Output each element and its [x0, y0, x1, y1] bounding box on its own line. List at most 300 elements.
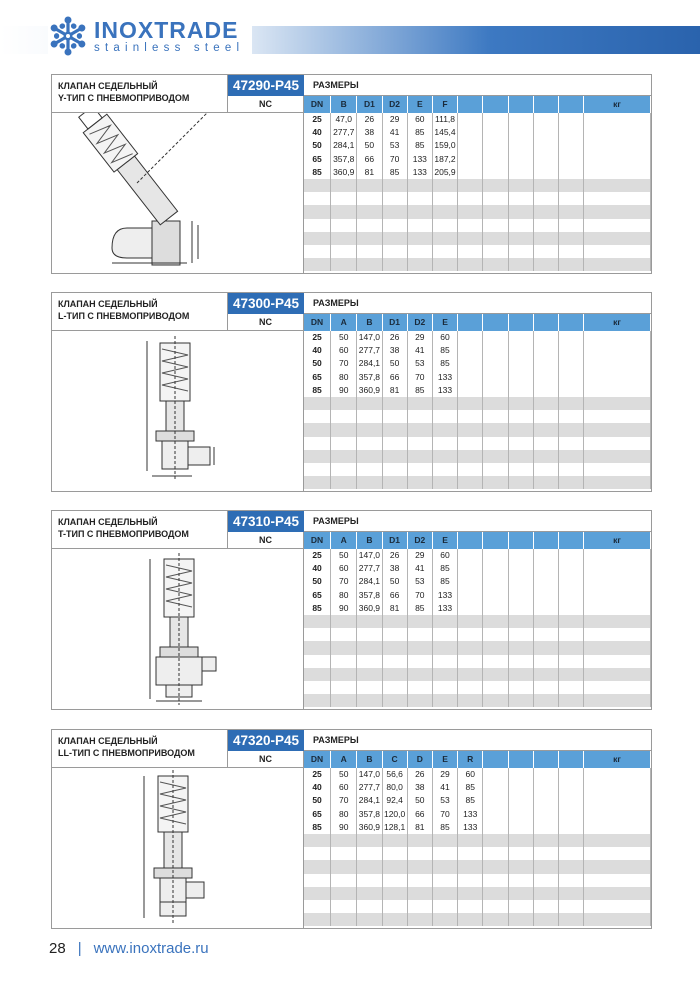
table-cell: 85 [433, 562, 458, 575]
table-cell: 85 [433, 821, 458, 834]
table-cell [357, 232, 382, 245]
table-cell [534, 113, 559, 126]
table-cell [408, 423, 433, 436]
table-cell [584, 615, 651, 628]
product-title-line2: Y-ТИП С ПНЕВМОПРИВОДОМ [58, 93, 190, 103]
table-cell [584, 258, 651, 271]
table-cell [534, 179, 559, 192]
table-cell: 284,1 [357, 575, 382, 588]
table-cell [458, 694, 483, 707]
table-row [304, 423, 651, 436]
table-cell [584, 450, 651, 463]
table-cell: 187,2 [433, 153, 458, 166]
table-cell [559, 887, 584, 900]
table-cell: 90 [331, 384, 357, 397]
table-row [304, 232, 651, 245]
column-header [458, 96, 483, 113]
table-cell: 50 [331, 768, 357, 781]
column-header [458, 314, 483, 331]
table-cell [331, 450, 357, 463]
table-cell [559, 476, 584, 489]
table-cell [559, 808, 584, 821]
table-cell [304, 913, 331, 926]
table-cell [584, 668, 651, 681]
table-cell: 81 [383, 602, 408, 615]
table-cell [304, 205, 331, 218]
table-cell [559, 437, 584, 450]
table-cell [383, 681, 408, 694]
table-cell [483, 410, 508, 423]
table-cell [584, 874, 651, 887]
table-cell: 85 [408, 384, 433, 397]
table-cell [534, 562, 559, 575]
table-cell [433, 694, 458, 707]
table-cell [483, 668, 508, 681]
table-cell [584, 808, 651, 821]
table-cell [483, 913, 508, 926]
table-cell [509, 860, 534, 873]
table-cell [408, 397, 433, 410]
table-cell [458, 615, 483, 628]
column-header [534, 532, 559, 549]
table-cell: 80 [331, 371, 357, 384]
table-cell: 360,9 [357, 602, 382, 615]
website-link[interactable]: www.inoxtrade.ru [93, 940, 209, 957]
table-cell [408, 681, 433, 694]
table-cell [584, 113, 651, 126]
table-cell [408, 668, 433, 681]
table-cell [408, 834, 433, 847]
table-cell: 85 [458, 794, 483, 807]
table-cell [331, 874, 357, 887]
column-header [483, 314, 508, 331]
table-cell [559, 900, 584, 913]
table-cell: 205,9 [433, 166, 458, 179]
table-cell: 92,4 [383, 794, 408, 807]
table-cell [534, 768, 559, 781]
table-cell [458, 232, 483, 245]
table-cell [408, 245, 433, 258]
table-cell [408, 887, 433, 900]
table-row [304, 575, 651, 588]
page-number: 28 [49, 940, 66, 957]
table-cell [433, 232, 458, 245]
table-cell [383, 205, 408, 218]
table-cell: 47,0 [331, 113, 357, 126]
table-cell [534, 834, 559, 847]
table-cell [408, 192, 433, 205]
table-cell [304, 450, 331, 463]
column-header [559, 96, 584, 113]
table-cell [357, 192, 382, 205]
product-block-l [51, 292, 652, 492]
table-cell [383, 900, 408, 913]
table-cell: 133 [433, 384, 458, 397]
table-cell [509, 166, 534, 179]
table-cell [559, 219, 584, 232]
table-cell [331, 476, 357, 489]
table-cell: 40 [304, 126, 331, 139]
table-row [304, 192, 651, 205]
table-cell [331, 681, 357, 694]
table-cell [383, 232, 408, 245]
table-cell: 111,8 [433, 113, 458, 126]
table-cell [433, 668, 458, 681]
table-row [304, 331, 651, 344]
table-cell [534, 681, 559, 694]
table-cell: 159,0 [433, 139, 458, 152]
table-cell [483, 847, 508, 860]
table-cell: 50 [331, 331, 357, 344]
table-cell [509, 668, 534, 681]
table-cell: 29 [408, 331, 433, 344]
product-title-line1: КЛАПАН СЕДЕЛЬНЫЙ [58, 517, 158, 527]
column-header: E [408, 96, 433, 113]
table-cell: 81 [383, 384, 408, 397]
table-cell [383, 437, 408, 450]
table-cell: 90 [331, 821, 357, 834]
table-cell [483, 476, 508, 489]
table-cell: 29 [408, 549, 433, 562]
table-cell [509, 781, 534, 794]
table-cell: 50 [383, 575, 408, 588]
table-cell [584, 655, 651, 668]
table-row [304, 900, 651, 913]
table-cell [534, 913, 559, 926]
table-cell [584, 628, 651, 641]
table-cell [458, 628, 483, 641]
table-cell [458, 153, 483, 166]
table-cell [458, 874, 483, 887]
table-cell [357, 615, 382, 628]
table-cell [483, 900, 508, 913]
table-cell [408, 463, 433, 476]
table-cell [559, 397, 584, 410]
table-cell [483, 139, 508, 152]
table-cell: 38 [408, 781, 433, 794]
table-cell [357, 628, 382, 641]
product-code: 47310-P45 [228, 511, 304, 532]
table-cell [584, 331, 651, 344]
table-cell: 85 [433, 575, 458, 588]
table-cell: 85 [383, 166, 408, 179]
table-cell [509, 874, 534, 887]
table-cell [383, 847, 408, 860]
table-cell [534, 371, 559, 384]
table-row [304, 794, 651, 807]
table-cell: 38 [383, 344, 408, 357]
dimensions-table [304, 549, 651, 709]
table-cell [304, 423, 331, 436]
table-cell [584, 139, 651, 152]
table-row [304, 589, 651, 602]
table-cell [509, 476, 534, 489]
table-row [304, 179, 651, 192]
table-cell [534, 126, 559, 139]
column-header: D2 [408, 532, 433, 549]
table-cell [559, 139, 584, 152]
column-header [509, 751, 534, 768]
table-cell [304, 874, 331, 887]
table-cell [534, 628, 559, 641]
table-cell: 38 [383, 562, 408, 575]
table-cell [331, 860, 357, 873]
product-title-line2: T-ТИП С ПНЕВМОПРИВОДОМ [58, 529, 189, 539]
table-cell [509, 768, 534, 781]
table-cell: 50 [304, 575, 331, 588]
table-cell [584, 913, 651, 926]
table-cell [458, 450, 483, 463]
table-cell [357, 900, 382, 913]
table-cell [509, 245, 534, 258]
table-cell [534, 668, 559, 681]
table-cell [509, 655, 534, 668]
table-cell [408, 641, 433, 654]
table-cell [433, 681, 458, 694]
table-cell: 41 [408, 562, 433, 575]
table-cell [559, 641, 584, 654]
table-cell: 133 [433, 589, 458, 602]
product-type: NC [228, 532, 304, 549]
table-cell: 25 [304, 113, 331, 126]
table-cell: 85 [304, 602, 331, 615]
table-cell [509, 344, 534, 357]
table-cell: 40 [304, 781, 331, 794]
table-cell [584, 463, 651, 476]
table-cell: 60 [331, 562, 357, 575]
table-cell: 85 [304, 821, 331, 834]
table-cell [559, 463, 584, 476]
table-cell [483, 384, 508, 397]
table-row [304, 437, 651, 450]
table-cell [304, 668, 331, 681]
table-cell [357, 476, 382, 489]
table-cell [357, 860, 382, 873]
table-cell [584, 192, 651, 205]
dimensions-table [304, 768, 651, 928]
table-cell [483, 232, 508, 245]
column-header: B [357, 314, 382, 331]
table-cell [483, 641, 508, 654]
table-cell [483, 781, 508, 794]
table-cell [509, 900, 534, 913]
table-cell [458, 397, 483, 410]
table-cell: 50 [331, 549, 357, 562]
table-cell [383, 179, 408, 192]
table-cell [559, 153, 584, 166]
table-cell [534, 139, 559, 152]
table-cell [509, 357, 534, 370]
table-cell [509, 331, 534, 344]
table-cell [509, 589, 534, 602]
table-cell [357, 887, 382, 900]
column-header: D1 [383, 314, 408, 331]
table-cell [509, 562, 534, 575]
table-cell [433, 192, 458, 205]
table-cell [383, 219, 408, 232]
table-cell [433, 245, 458, 258]
table-cell [433, 450, 458, 463]
table-cell: 41 [433, 781, 458, 794]
table-cell [509, 205, 534, 218]
table-cell [509, 450, 534, 463]
table-cell: 70 [331, 794, 357, 807]
table-cell [383, 450, 408, 463]
table-cell [383, 641, 408, 654]
table-cell [559, 913, 584, 926]
table-cell: 26 [408, 768, 433, 781]
column-header: D1 [357, 96, 382, 113]
table-cell: 70 [408, 589, 433, 602]
table-row [304, 397, 651, 410]
table-cell: 133 [408, 153, 433, 166]
table-cell: 65 [304, 589, 331, 602]
table-cell [483, 794, 508, 807]
product-title [52, 75, 228, 113]
product-title-line1: КЛАПАН СЕДЕЛЬНЫЙ [58, 81, 158, 91]
table-cell: 128,1 [383, 821, 408, 834]
table-cell [458, 357, 483, 370]
table-cell [304, 258, 331, 271]
table-cell [584, 423, 651, 436]
table-cell: 29 [433, 768, 458, 781]
table-cell [383, 628, 408, 641]
table-cell [534, 437, 559, 450]
table-cell [509, 397, 534, 410]
table-cell [408, 437, 433, 450]
table-cell [584, 437, 651, 450]
table-cell [357, 681, 382, 694]
column-header [458, 532, 483, 549]
table-cell [534, 602, 559, 615]
table-cell [304, 887, 331, 900]
table-cell [304, 628, 331, 641]
table-cell [534, 860, 559, 873]
table-cell [357, 450, 382, 463]
table-cell [534, 219, 559, 232]
table-cell [433, 437, 458, 450]
column-header [483, 532, 508, 549]
table-cell [509, 410, 534, 423]
table-cell [433, 423, 458, 436]
table-cell [304, 694, 331, 707]
table-cell [483, 245, 508, 258]
table-cell: 80,0 [383, 781, 408, 794]
table-cell [331, 219, 357, 232]
table-cell [304, 641, 331, 654]
table-row [304, 549, 651, 562]
table-cell [433, 860, 458, 873]
table-cell [534, 423, 559, 436]
table-cell [483, 179, 508, 192]
table-cell [534, 887, 559, 900]
brand-logo[interactable] [48, 14, 252, 58]
column-header: DN [304, 314, 331, 331]
table-cell [331, 179, 357, 192]
table-cell [509, 153, 534, 166]
table-cell [584, 589, 651, 602]
table-row [304, 219, 651, 232]
table-cell [534, 410, 559, 423]
table-cell [584, 602, 651, 615]
table-cell [458, 344, 483, 357]
table-cell [584, 219, 651, 232]
table-cell [534, 192, 559, 205]
column-header [509, 314, 534, 331]
table-cell [458, 562, 483, 575]
table-row [304, 153, 651, 166]
table-cell [534, 694, 559, 707]
table-cell: 133 [458, 808, 483, 821]
column-header [483, 751, 508, 768]
table-cell [584, 549, 651, 562]
table-cell [331, 628, 357, 641]
table-cell [433, 219, 458, 232]
table-cell [357, 179, 382, 192]
table-cell [383, 834, 408, 847]
table-cell [559, 384, 584, 397]
table-cell: 81 [408, 821, 433, 834]
table-cell [458, 860, 483, 873]
table-cell: 133 [458, 821, 483, 834]
table-cell [483, 821, 508, 834]
table-cell [458, 655, 483, 668]
table-cell [483, 887, 508, 900]
table-row [304, 615, 651, 628]
table-cell [458, 410, 483, 423]
table-cell [584, 232, 651, 245]
table-cell [559, 410, 584, 423]
table-cell [483, 450, 508, 463]
product-title-line2: L-ТИП С ПНЕВМОПРИВОДОМ [58, 311, 190, 321]
table-cell: 60 [458, 768, 483, 781]
table-cell [383, 913, 408, 926]
table-cell [458, 575, 483, 588]
table-cell [458, 126, 483, 139]
table-cell [559, 628, 584, 641]
table-cell [331, 437, 357, 450]
table-cell [458, 913, 483, 926]
table-cell [383, 397, 408, 410]
table-cell [483, 768, 508, 781]
table-cell: 26 [357, 113, 382, 126]
table-cell [559, 768, 584, 781]
table-cell [534, 463, 559, 476]
table-cell [357, 847, 382, 860]
table-cell [534, 641, 559, 654]
table-cell: 145,4 [433, 126, 458, 139]
table-cell [483, 192, 508, 205]
table-cell [433, 628, 458, 641]
table-cell [509, 384, 534, 397]
table-cell [357, 913, 382, 926]
table-cell [357, 874, 382, 887]
table-cell: 147,0 [357, 549, 382, 562]
column-header [559, 532, 584, 549]
table-row [304, 681, 651, 694]
table-cell: 80 [331, 589, 357, 602]
table-cell: 65 [304, 153, 331, 166]
table-cell [458, 113, 483, 126]
table-cell: 60 [408, 113, 433, 126]
table-cell [483, 331, 508, 344]
table-cell [304, 900, 331, 913]
table-cell [357, 423, 382, 436]
table-cell [383, 874, 408, 887]
table-cell [559, 821, 584, 834]
table-cell [458, 641, 483, 654]
table-cell: 50 [357, 139, 382, 152]
